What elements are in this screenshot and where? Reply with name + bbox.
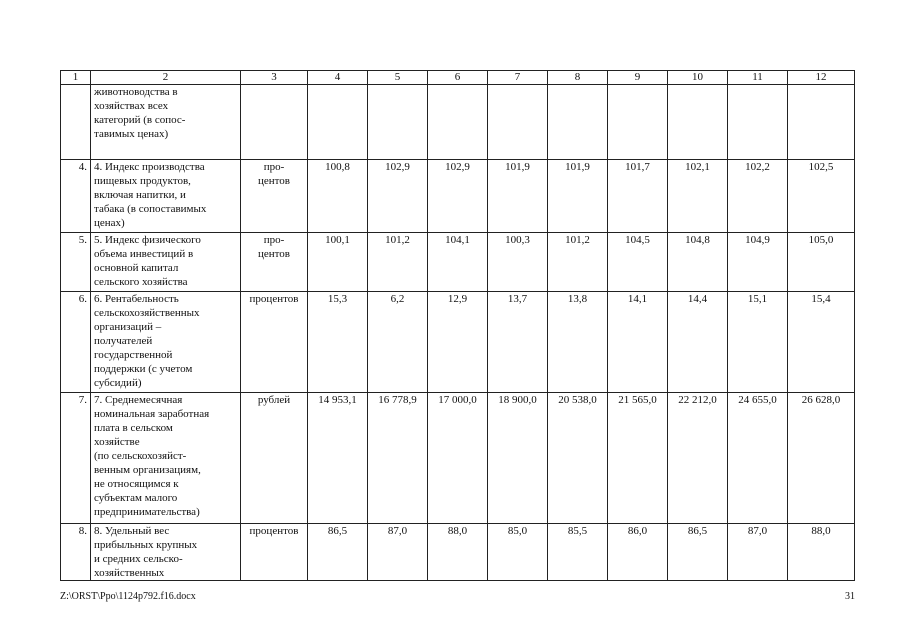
indicator-name-line: получателей bbox=[94, 335, 153, 347]
indicator-name-line: тавимых ценах) bbox=[94, 128, 169, 140]
value-cell: 86,0 bbox=[608, 524, 668, 581]
value-cell: 100,1 bbox=[308, 233, 368, 292]
indicator-name-line: включая напитки, и bbox=[94, 189, 186, 201]
header-cell: 1 bbox=[61, 71, 91, 85]
value-cell: 14,4 bbox=[668, 292, 728, 393]
indicator-name-line: номинальная заработная bbox=[94, 408, 210, 420]
value-cell: 101,2 bbox=[368, 233, 428, 292]
header-cell: 2 bbox=[91, 71, 241, 85]
value-cell bbox=[368, 85, 428, 160]
value-cell: 101,7 bbox=[608, 160, 668, 233]
value-cell: 6,2 bbox=[368, 292, 428, 393]
value-cell: 24 655,0 bbox=[728, 393, 788, 524]
indicator-name-cell bbox=[91, 393, 241, 524]
indicator-name-line: организаций – bbox=[94, 321, 162, 333]
value-cell bbox=[788, 85, 855, 160]
indicator-name-line: плата в сельском bbox=[94, 422, 173, 434]
value-cell bbox=[668, 85, 728, 160]
table-header-row bbox=[61, 71, 855, 85]
value-cell bbox=[728, 85, 788, 160]
unit-cell bbox=[241, 233, 308, 292]
value-cell: 85,5 bbox=[548, 524, 608, 581]
value-cell: 87,0 bbox=[728, 524, 788, 581]
unit-cell bbox=[241, 393, 308, 524]
row-number-cell: 7. bbox=[61, 393, 91, 524]
header-cell: 6 bbox=[428, 71, 488, 85]
table-row bbox=[61, 393, 855, 524]
indicator-name-line: поддержки (с учетом bbox=[94, 363, 193, 375]
indicator-name-line: и средних сельско- bbox=[94, 553, 183, 565]
value-cell: 105,0 bbox=[788, 233, 855, 292]
value-cell: 15,1 bbox=[728, 292, 788, 393]
header-cell: 5 bbox=[368, 71, 428, 85]
value-cell: 12,9 bbox=[428, 292, 488, 393]
indicator-name-line: хозяйственных bbox=[94, 567, 165, 579]
row-number-cell: 5. bbox=[61, 233, 91, 292]
value-cell: 17 000,0 bbox=[428, 393, 488, 524]
value-cell: 104,5 bbox=[608, 233, 668, 292]
header-cell: 9 bbox=[608, 71, 668, 85]
table-row bbox=[61, 292, 855, 393]
unit-line: про- bbox=[263, 234, 285, 246]
indicator-name-line: основной капитал bbox=[94, 262, 179, 274]
row-number-cell: 8. bbox=[61, 524, 91, 581]
unit-cell bbox=[241, 160, 308, 233]
table-row bbox=[61, 233, 855, 292]
unit-line: центов bbox=[257, 248, 290, 260]
row-number-cell bbox=[61, 85, 91, 160]
value-cell: 26 628,0 bbox=[788, 393, 855, 524]
value-cell: 18 900,0 bbox=[488, 393, 548, 524]
table-row bbox=[61, 524, 855, 581]
value-cell: 20 538,0 bbox=[548, 393, 608, 524]
value-cell bbox=[608, 85, 668, 160]
value-cell: 101,9 bbox=[548, 160, 608, 233]
indicator-name-line: хозяйстве bbox=[94, 436, 140, 448]
value-cell: 100,3 bbox=[488, 233, 548, 292]
unit-line: процентов bbox=[249, 293, 299, 305]
value-cell bbox=[488, 85, 548, 160]
indicator-name-line: не относящимся к bbox=[94, 478, 179, 490]
table-row bbox=[61, 160, 855, 233]
value-cell: 100,8 bbox=[308, 160, 368, 233]
table-row bbox=[61, 85, 855, 160]
indicator-name-line: субъектам малого bbox=[94, 492, 178, 504]
indicator-name-line: ценах) bbox=[94, 217, 125, 229]
indicator-name-line: (по сельскохозяйст- bbox=[94, 450, 187, 462]
indicator-name-line: субсидий) bbox=[94, 377, 142, 389]
unit-line: рублей bbox=[257, 394, 291, 406]
value-cell: 14,1 bbox=[608, 292, 668, 393]
value-cell: 101,2 bbox=[548, 233, 608, 292]
value-cell: 85,0 bbox=[488, 524, 548, 581]
indicator-name-line: категорий (в сопос- bbox=[94, 114, 186, 126]
value-cell: 104,8 bbox=[668, 233, 728, 292]
indicator-name-line: объема инвестиций в bbox=[94, 248, 194, 260]
header-cell: 4 bbox=[308, 71, 368, 85]
header-cell: 7 bbox=[488, 71, 548, 85]
value-cell: 87,0 bbox=[368, 524, 428, 581]
value-cell: 21 565,0 bbox=[608, 393, 668, 524]
unit-line: процентов bbox=[249, 525, 299, 537]
value-cell: 15,3 bbox=[308, 292, 368, 393]
indicator-name-line: прибыльных крупных bbox=[94, 539, 198, 551]
indicator-name-cell bbox=[91, 233, 241, 292]
header-cell: 3 bbox=[241, 71, 308, 85]
value-cell: 104,1 bbox=[428, 233, 488, 292]
value-cell bbox=[428, 85, 488, 160]
row-number-cell: 4. bbox=[61, 160, 91, 233]
header-cell: 11 bbox=[728, 71, 788, 85]
value-cell: 13,8 bbox=[548, 292, 608, 393]
footer-page-number: 31 bbox=[845, 591, 855, 602]
value-cell: 86,5 bbox=[308, 524, 368, 581]
value-cell: 102,1 bbox=[668, 160, 728, 233]
indicator-name-line: сельского хозяйства bbox=[94, 276, 188, 288]
header-cell: 12 bbox=[788, 71, 855, 85]
value-cell: 88,0 bbox=[788, 524, 855, 581]
value-cell: 13,7 bbox=[488, 292, 548, 393]
unit-cell bbox=[241, 85, 308, 160]
indicator-name-line: государственной bbox=[94, 349, 173, 361]
indicator-name-cell bbox=[91, 160, 241, 233]
row-number-cell: 6. bbox=[61, 292, 91, 393]
value-cell bbox=[548, 85, 608, 160]
indicator-name-line: 8. Удельный вес bbox=[94, 525, 170, 537]
value-cell: 102,2 bbox=[728, 160, 788, 233]
indicator-name-line: животноводства в bbox=[94, 86, 178, 98]
unit-cell bbox=[241, 524, 308, 581]
value-cell bbox=[308, 85, 368, 160]
indicator-name-line: табака (в сопоставимых bbox=[94, 203, 207, 215]
indicator-name-line: 5. Индекс физического bbox=[94, 234, 201, 246]
unit-line: про- bbox=[263, 161, 285, 173]
value-cell: 88,0 bbox=[428, 524, 488, 581]
indicator-name-cell bbox=[91, 524, 241, 581]
value-cell: 102,9 bbox=[368, 160, 428, 233]
indicator-name-line: 7. Среднемесячная bbox=[94, 394, 183, 406]
value-cell: 22 212,0 bbox=[668, 393, 728, 524]
unit-cell bbox=[241, 292, 308, 393]
indicator-name-line: пищевых продуктов, bbox=[94, 175, 191, 187]
header-cell: 8 bbox=[548, 71, 608, 85]
document-table bbox=[60, 70, 855, 581]
value-cell: 15,4 bbox=[788, 292, 855, 393]
indicator-name-line: 4. Индекс производства bbox=[94, 161, 205, 173]
indicator-name-cell bbox=[91, 85, 241, 160]
footer-file-path: Z:\ORST\Ppo\1124p792.f16.docx bbox=[60, 591, 196, 602]
value-cell: 14 953,1 bbox=[308, 393, 368, 524]
indicator-name-line: хозяйствах всех bbox=[94, 100, 169, 112]
unit-line: центов bbox=[257, 175, 290, 187]
indicator-name-line: венным организациям, bbox=[94, 464, 201, 476]
value-cell: 102,5 bbox=[788, 160, 855, 233]
indicator-name-line: сельскохозяйственных bbox=[94, 307, 200, 319]
indicator-name-line: 6. Рентабельность bbox=[94, 293, 179, 305]
value-cell: 16 778,9 bbox=[368, 393, 428, 524]
indicator-name-line: предпринимательства) bbox=[94, 506, 200, 518]
header-cell: 10 bbox=[668, 71, 728, 85]
indicator-name-cell bbox=[91, 292, 241, 393]
value-cell: 102,9 bbox=[428, 160, 488, 233]
value-cell: 104,9 bbox=[728, 233, 788, 292]
value-cell: 86,5 bbox=[668, 524, 728, 581]
value-cell: 101,9 bbox=[488, 160, 548, 233]
